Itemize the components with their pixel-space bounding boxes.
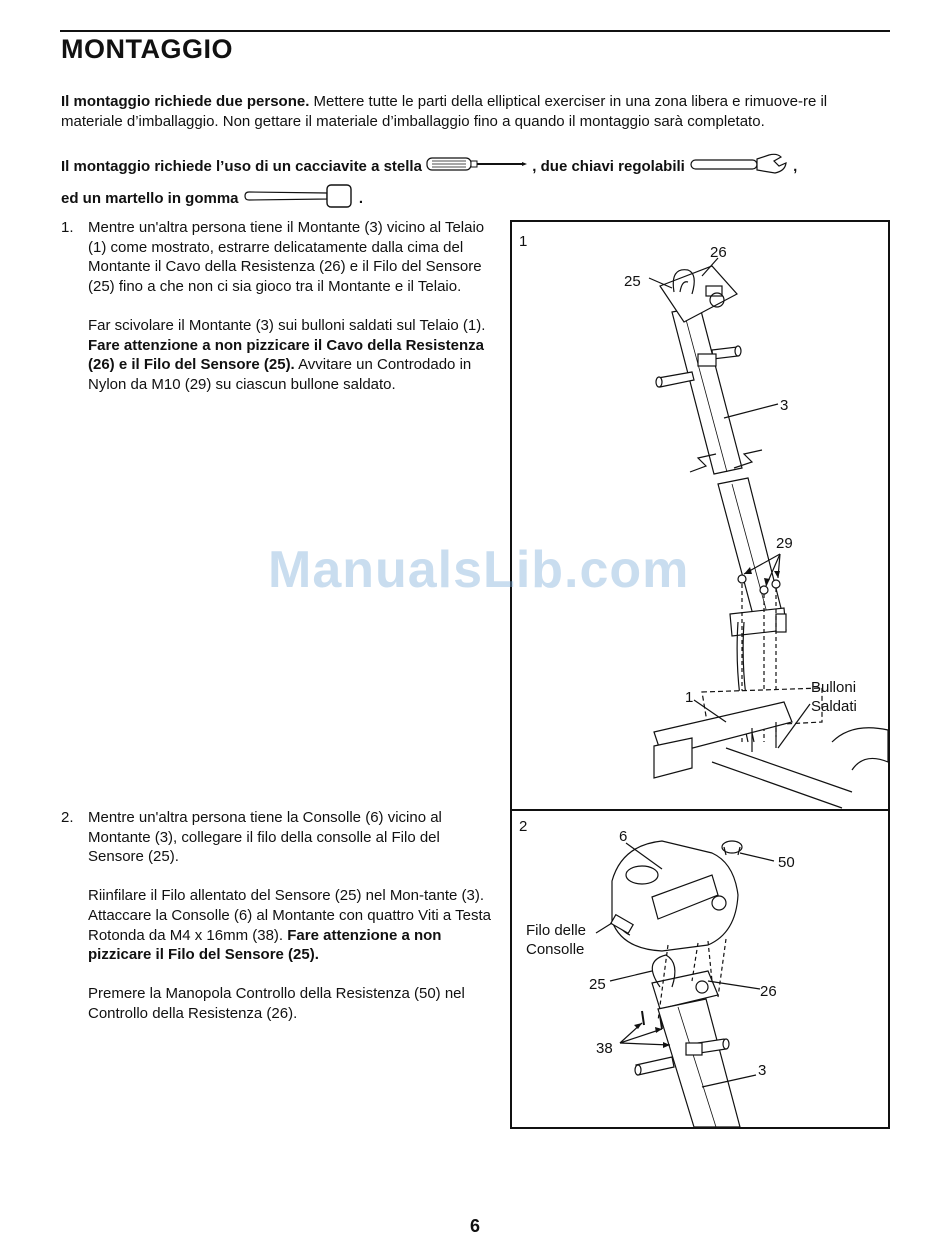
callout-bolts-line-2: Saldati xyxy=(811,698,857,715)
callout-bolts-line-1: Bulloni xyxy=(811,679,857,696)
callout-console-wire-line-1: Filo delle xyxy=(526,922,587,939)
tools-text-3: , xyxy=(793,157,798,175)
step-2-paragraph-1: Mentre un'altra persona tiene la Consolle (6) vicino al Montante (3), collegare il filo della consolle al Filo del Sensore (25). xyxy=(88,809,442,866)
callout-console-wire-line-2: Consolle xyxy=(526,941,585,958)
intro-paragraph xyxy=(61,92,891,132)
step-2-warning: Fare attenzione a non pizzicare il Filo del Sensore (25). xyxy=(88,926,442,964)
callout-38: 38 xyxy=(596,1040,613,1057)
adjustable-wrench-icon xyxy=(689,151,789,183)
step-1-paragraph-2 xyxy=(88,316,491,395)
callout-1: 1 xyxy=(685,689,694,706)
figure-2-number: 2 xyxy=(519,818,528,835)
intro-bold: Il montaggio richiede due persone. xyxy=(61,93,310,110)
rubber-mallet-icon xyxy=(243,183,355,215)
step-1-warning: Fare attenzione a non pizzicare il Cavo della Resistenza (26) e il Filo del Sensore (25). xyxy=(88,336,484,374)
step-2 xyxy=(61,808,491,1042)
tools-text-4: ed un martello in gomma xyxy=(61,189,239,207)
page-title: MONTAGGIO xyxy=(61,34,233,64)
callout-3: 3 xyxy=(758,1062,767,1079)
callout-25: 25 xyxy=(589,976,606,993)
step-1-paragraph-1: Mentre un'altra persona tiene il Montante (3) vicino al Telaio (1) come mostrato, estrarre delicatamente dalla cima del Montante il Cavo della Resistenza (26) e il Filo del Sensore (25) fino a che non ci sia gioco tra il Montante e il Telaio. xyxy=(88,219,485,296)
figure-2 xyxy=(510,809,890,1129)
intro-text: Mettere tutte le parti della elliptical exerciser in una zona libera e rimuove-re il materiale d’imballaggio. Non gettare il materiale d’imballaggio fino a quando il montaggio sarà completato. xyxy=(61,93,828,130)
heading-rule xyxy=(60,30,890,32)
figure-1-number: 1 xyxy=(519,233,528,250)
step-1-text: Far scivolare il Montante (3) sui bulloni saldati sul Telaio (1). xyxy=(88,316,486,334)
callout-6: 6 xyxy=(619,828,628,845)
tools-paragraph xyxy=(61,151,891,215)
figure-1-drawing xyxy=(512,222,890,811)
step-2-paragraph-3: Premere la Manopola Controllo della Resistenza (50) nel Controllo della Resistenza (26). xyxy=(88,984,465,1022)
callout-26: 26 xyxy=(760,983,777,1000)
callout-25: 25 xyxy=(624,273,641,290)
figure-1 xyxy=(510,220,890,811)
page-number: 6 xyxy=(469,1216,480,1236)
figure-2-drawing xyxy=(512,811,890,1129)
callout-26: 26 xyxy=(710,244,727,261)
step-number: 1. xyxy=(61,219,74,236)
step-2-paragraph-2 xyxy=(88,886,491,965)
watermark: ManualsLib.com xyxy=(268,541,690,599)
screwdriver-icon xyxy=(426,155,528,179)
step-number: 2. xyxy=(61,809,74,826)
callout-50: 50 xyxy=(778,854,795,871)
callout-3: 3 xyxy=(780,397,789,414)
tools-text-5: . xyxy=(358,189,364,207)
step-1-text-2: Avvitare un Controdado in Nylon da M10 (29) su ciascun bullone saldato. xyxy=(88,356,472,393)
callout-29: 29 xyxy=(776,535,793,552)
step-2-text: Riinfilare il Filo allentato del Sensore (25) nel Mon-tante (3). Attaccare la Consolle (6) al Montante con quattro Viti a Testa Rotonda da M4 x 16mm (38). xyxy=(88,887,492,944)
step-1 xyxy=(61,218,491,414)
tools-text-1: Il montaggio richiede l’uso di un cacciavite a stella xyxy=(61,157,422,175)
tools-text-2: , due chiavi regolabili xyxy=(532,157,685,175)
